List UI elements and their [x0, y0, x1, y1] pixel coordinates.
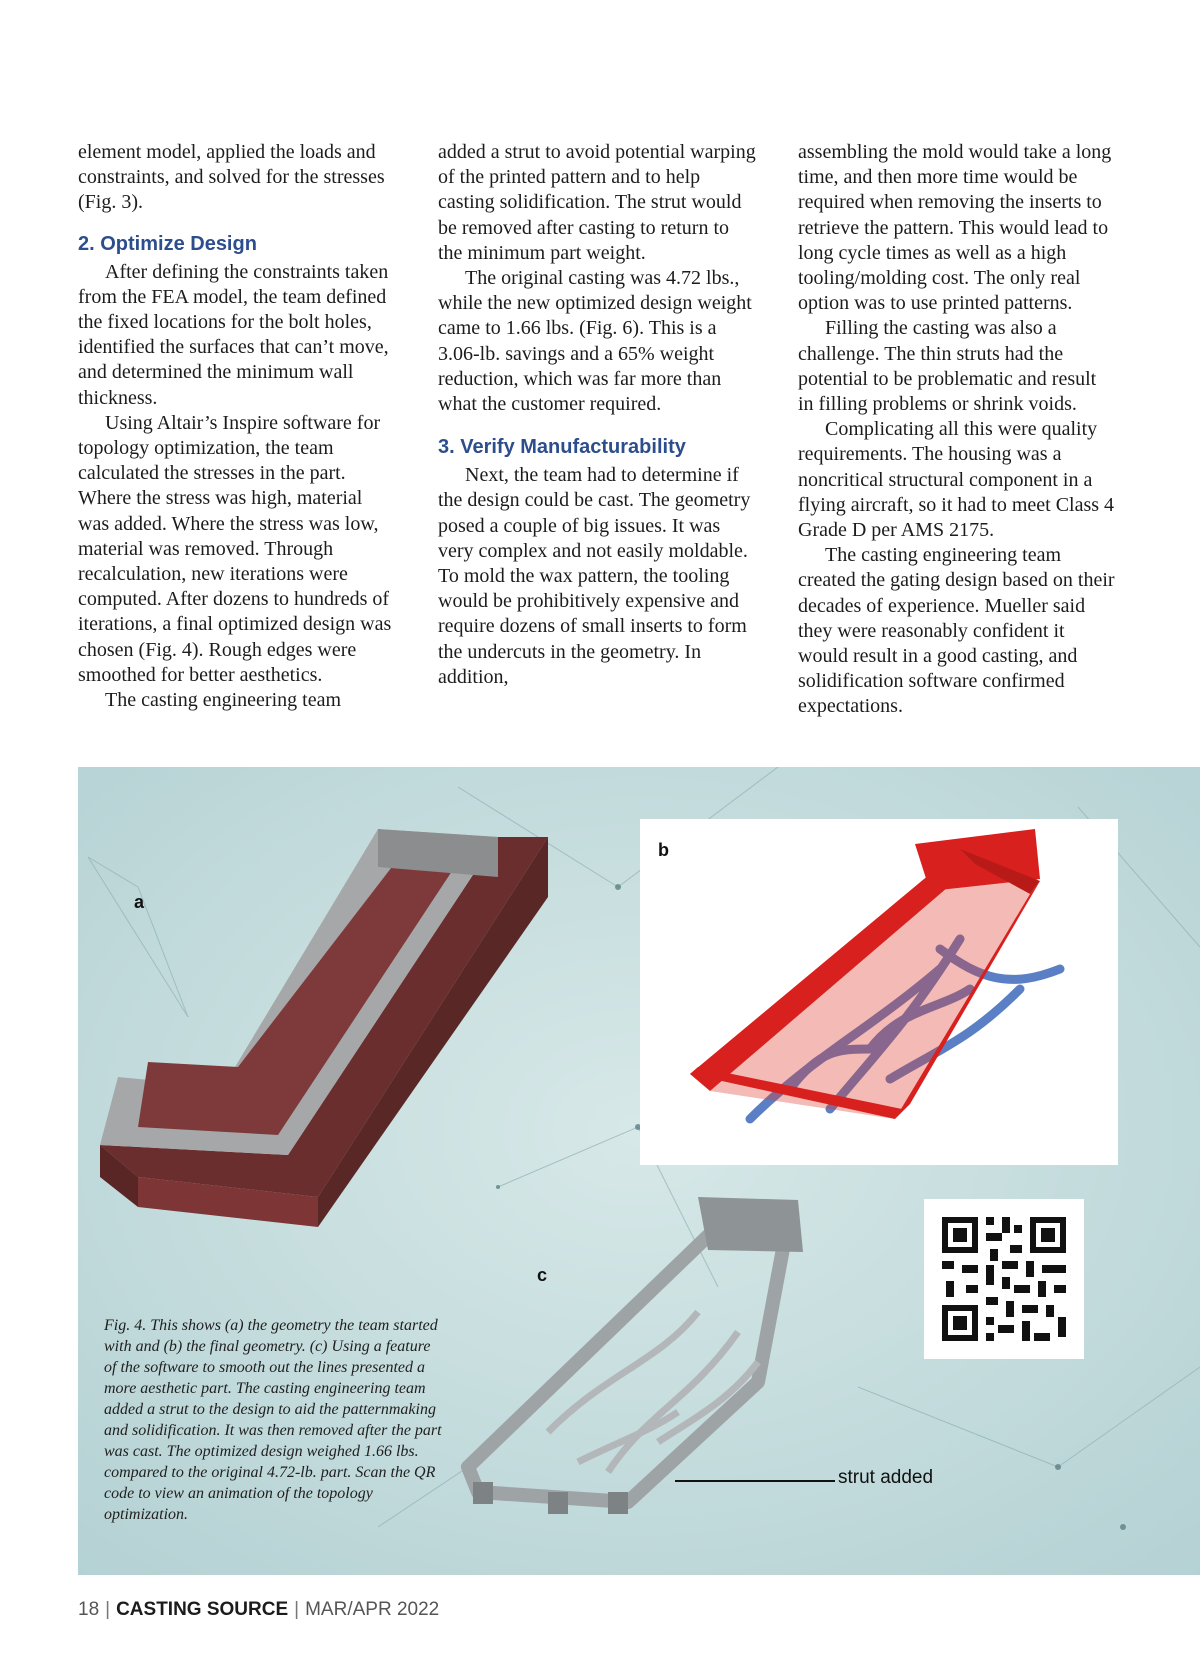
footer-separator-2: | — [294, 1599, 300, 1620]
col1-paragraph-4: The casting engineering team — [105, 689, 342, 712]
col3-paragraph-1: assembling the mold would take a long time, and then more time would be required when removing the inserts to retrieve the pattern. This would lead to long cycle times as well as a high tooling/molding cost. The only real option was to use printed patterns. — [798, 141, 1112, 315]
figure-caption: Fig. 4. This shows (a) the geometry the team started with and (b) the final geometry. (c) Using a feature of the software to smooth out the lines presented a more aesthetic part. The casting engineering team added a strut to the design to aid the patternmaking and solidification. It was then removed after the part was cast. The optimized design weighed 1.66 lbs. compared to the original 4.72-lb. part. Scan the QR code to view an animation of the topology optimization. — [104, 1317, 442, 1523]
column-2 — [438, 140, 756, 690]
section-heading-optimize-design: 2. Optimize Design — [78, 232, 257, 255]
publication-name: CASTING SOURCE — [116, 1599, 289, 1620]
page-number: 18 — [78, 1599, 100, 1620]
optimized-geometry-panel — [640, 819, 1118, 1165]
figure-label-b: b — [658, 840, 669, 860]
col1-paragraph-2: After defining the constraints taken from the FEA model, the team defined the fixed locations for the bolt holes, identified the surfaces that can’t move, and determined the minimum wall thickness. — [78, 260, 389, 409]
strut-callout-line — [675, 1480, 835, 1482]
article-body — [0, 140, 1200, 745]
column-1 — [78, 140, 396, 713]
figure-label-a: a — [134, 892, 145, 912]
page-footer — [78, 1599, 439, 1625]
column-3 — [798, 140, 1116, 720]
qr-code-icon — [924, 1199, 1084, 1359]
section-heading-verify-manufacturability: 3. Verify Manufacturability — [438, 436, 686, 459]
col3-paragraph-3: Complicating all this were quality requirements. The housing was a noncritical structural component in a flying aircraft, so it had to meet Class 4 Grade D per AMS 2175. — [798, 418, 1115, 542]
footer-separator-1: | — [105, 1599, 111, 1620]
cast-part-model — [458, 1192, 898, 1522]
col1-paragraph-3: Using Altair’s Inspire software for topology optimization, the team calculated the stresses in the part. Where the stress was high, material was added. Where the stress was low, material was removed. Through recalculation, new iterations were computed. After dozens to hundreds of iterations, a final optimized design was chosen (Fig. 4). Rough edges were smoothed for better aesthetics. — [78, 411, 392, 686]
col1-paragraph-1: element model, applied the loads and constraints, and solved for the stresses (Fig. 3). — [78, 141, 385, 214]
optimized-part-model — [640, 819, 1118, 1165]
strut-callout-label: strut added — [838, 1467, 934, 1488]
col2-paragraph-3: Next, the team had to determine if the design could be cast. The geometry posed a couple of big issues. It was very complex and not easily moldable. To mold the wax pattern, the tooling would be prohibitively expensive and require dozens of small inserts to form the undercuts in the geometry. In addition, — [438, 464, 751, 688]
qr-code[interactable] — [924, 1199, 1084, 1359]
col2-paragraph-2: The original casting was 4.72 lbs., while the new optimized design weight came to 1.66 lbs. (Fig. 6). This is a 3.06-lb. savings and a 65% weight reduction, which was far more than what the customer required. — [438, 267, 752, 416]
col3-paragraph-2: Filling the casting was also a challenge. The thin struts had the potential to be problematic and result in filling problems or shrink voids. — [798, 317, 1097, 416]
col2-paragraph-1: added a strut to avoid potential warping of the printed pattern and to help casting solidification. The strut would be removed after casting to return to the minimum part weight. — [438, 141, 756, 264]
issue-date: MAR/APR 2022 — [305, 1599, 440, 1620]
figure-4 — [78, 767, 1200, 1575]
figure-label-c: c — [537, 1265, 548, 1285]
col3-paragraph-4: The casting engineering team created the gating design based on their decades of experience. Mueller said they were reasonably confident it would result in a good casting, and solidification software confirmed expectations. — [798, 544, 1115, 718]
